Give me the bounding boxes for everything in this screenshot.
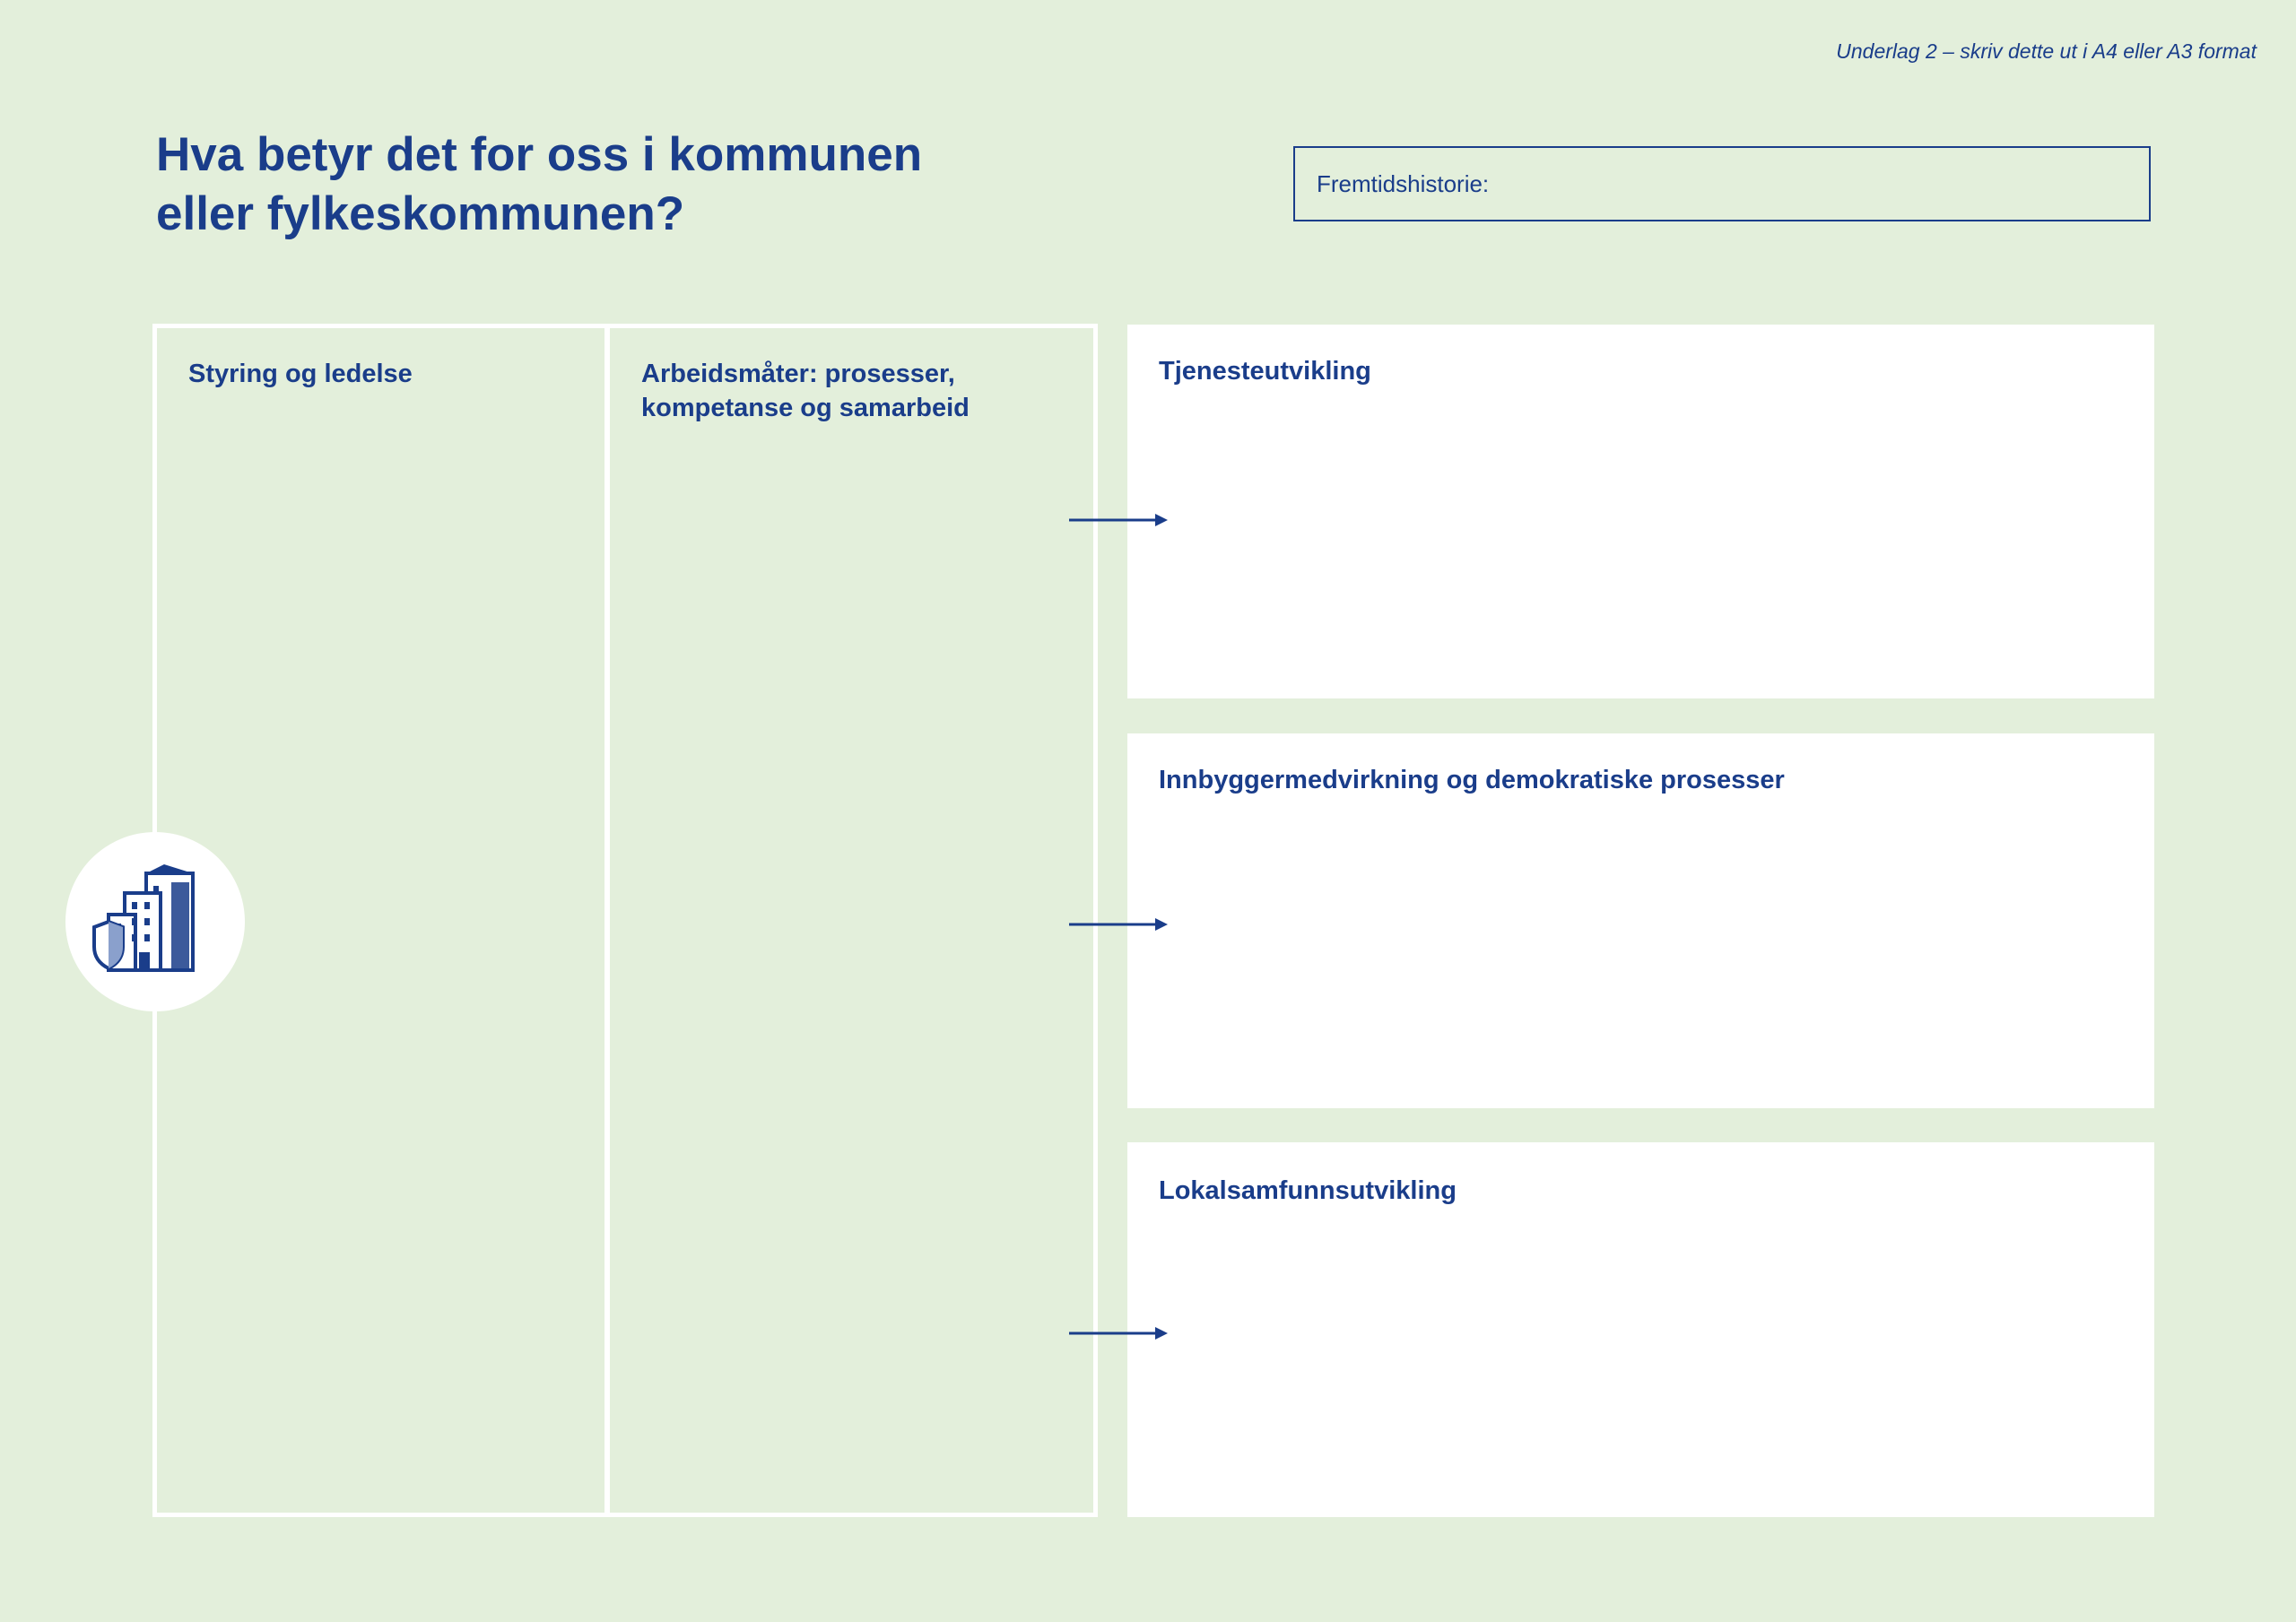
- page-title-line-1: Hva betyr det for oss i kommunen: [156, 128, 923, 181]
- arrow-right-icon: [1069, 1324, 1170, 1342]
- future-story-label: Fremtidshistorie:: [1317, 169, 1490, 197]
- column-heading-working-methods-line-1: Arbeidsmåter: prosesser,: [641, 360, 955, 388]
- page-title: [156, 126, 922, 244]
- column-heading-working-methods: [641, 357, 1036, 425]
- page-title-line-2: eller fylkeskommunen?: [156, 187, 685, 240]
- card-service-development[interactable]: [1127, 325, 2154, 698]
- municipality-badge: [65, 832, 245, 1011]
- arrow-right-icon: [1069, 915, 1170, 933]
- card-title-service-development: Tjenesteutvikling: [1159, 357, 1371, 386]
- card-title-community-development: Lokalsamfunnsutvikling: [1159, 1176, 1457, 1205]
- future-story-field[interactable]: [1293, 146, 2151, 221]
- card-citizen-participation[interactable]: [1127, 733, 2154, 1108]
- column-divider: [604, 324, 610, 1517]
- card-community-development[interactable]: [1127, 1142, 2154, 1517]
- columns-frame: [152, 324, 1098, 1517]
- column-heading-working-methods-line-2: kompetanse og samarbeid: [641, 394, 970, 422]
- print-instruction-note: Underlag 2 – skriv dette ut i A4 eller A3 format: [1836, 39, 2257, 63]
- column-heading-governance: Styring og ledelse: [188, 360, 413, 388]
- arrow-right-icon: [1069, 511, 1170, 529]
- card-title-citizen-participation: Innbyggermedvirkning og demokratiske prosesser: [1159, 766, 1785, 794]
- city-buildings-shield-icon: [91, 863, 220, 979]
